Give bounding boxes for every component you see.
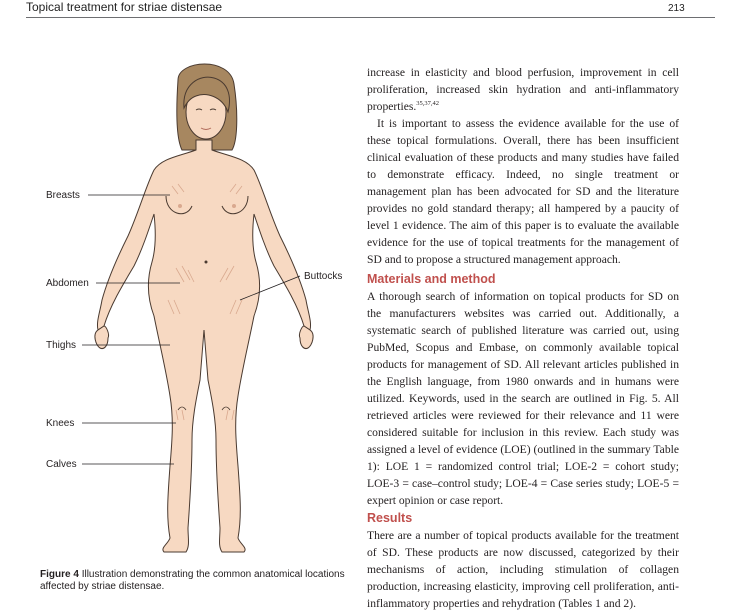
results-text: [367, 527, 679, 612]
right-hand: [299, 326, 313, 349]
label-breasts: Breasts: [46, 190, 80, 201]
running-header-title: Topical treatment for striae distensae: [26, 0, 223, 14]
intro-paragraph-1: increase in elasticity and blood perfusion, improvement in cell proliferation, increased skin hydration and anti-inflammatory properties.$^{35,37,42}$: [367, 66, 679, 113]
figure-illustration: [0, 60, 360, 560]
figure-caption-text: Illustration demonstrating the common anatomical locations affected by striae distensae.: [40, 569, 345, 592]
citation-refs: 35,37,42: [416, 100, 440, 107]
intro-paragraph-2: It is important to assess the evidence available for the use of these topical formulations. Overall, there has been insufficient clinical evaluation of these products and many studies have failed to demonstrate efficacy. Indeed, no single treatment or management plan has been advocated for SD and the literature provides no gold standard therapy; all hampered by a paucity of level 1 evidence. The aim of this paper is to evaluate the available evidence for the use of topical treatments for the management of SD and to propose a structured management approach.: [367, 117, 679, 266]
nipple-right: [232, 204, 236, 208]
results-paragraph: There are a number of topical products available for the treatment of SD. These products are now discussed, categorized by their mechanisms of action, including stimulation of collagen production, increasing elasticity, improving cell proliferation, anti-inflammatory properties and rehydration (Tables 1 and 2).: [367, 529, 679, 610]
label-calves: Calves: [46, 459, 77, 470]
navel: [205, 261, 208, 264]
page-number: 213: [668, 3, 685, 14]
materials-heading: Materials and method: [367, 272, 496, 286]
body-silhouette: [97, 140, 310, 552]
intro-text: [367, 64, 679, 268]
materials-text: [367, 288, 679, 509]
results-heading: Results: [367, 511, 413, 525]
female-body-figure: [95, 64, 313, 552]
figure-caption: [40, 569, 360, 593]
materials-paragraph: A thorough search of information on topical products for SD on the manufacturers websites was carried out. Additionally, a systematic search of published literature was carried out, using PubMed, Scopus and Embase, on commonly available topical products for management of SD. All relevant articles published in the English language, from 1980 onwards and in humans were utilized. Keywords, used in the search are outlined in Fig. 5. All retrieved articles were reviewed for their relevance and 11 were considered suitable for inclusion in this review. Each study was assigned a level of evidence (LOE) (outlined in the summary Table 1): LOE 1 = randomized control trial; LOE-2 = cohort study; LOE-3 = case–control study; LOE-4 = Case series study; LOE-5 = expert opinion or case report.: [367, 290, 679, 507]
label-buttocks: Buttocks: [304, 271, 343, 282]
figure-caption-label: Figure 4: [40, 569, 79, 580]
label-abdomen: Abdomen: [46, 278, 89, 289]
label-knees: Knees: [46, 418, 75, 429]
header-rule: [26, 17, 715, 18]
label-thighs: Thighs: [46, 340, 77, 351]
nipple-left: [178, 204, 182, 208]
